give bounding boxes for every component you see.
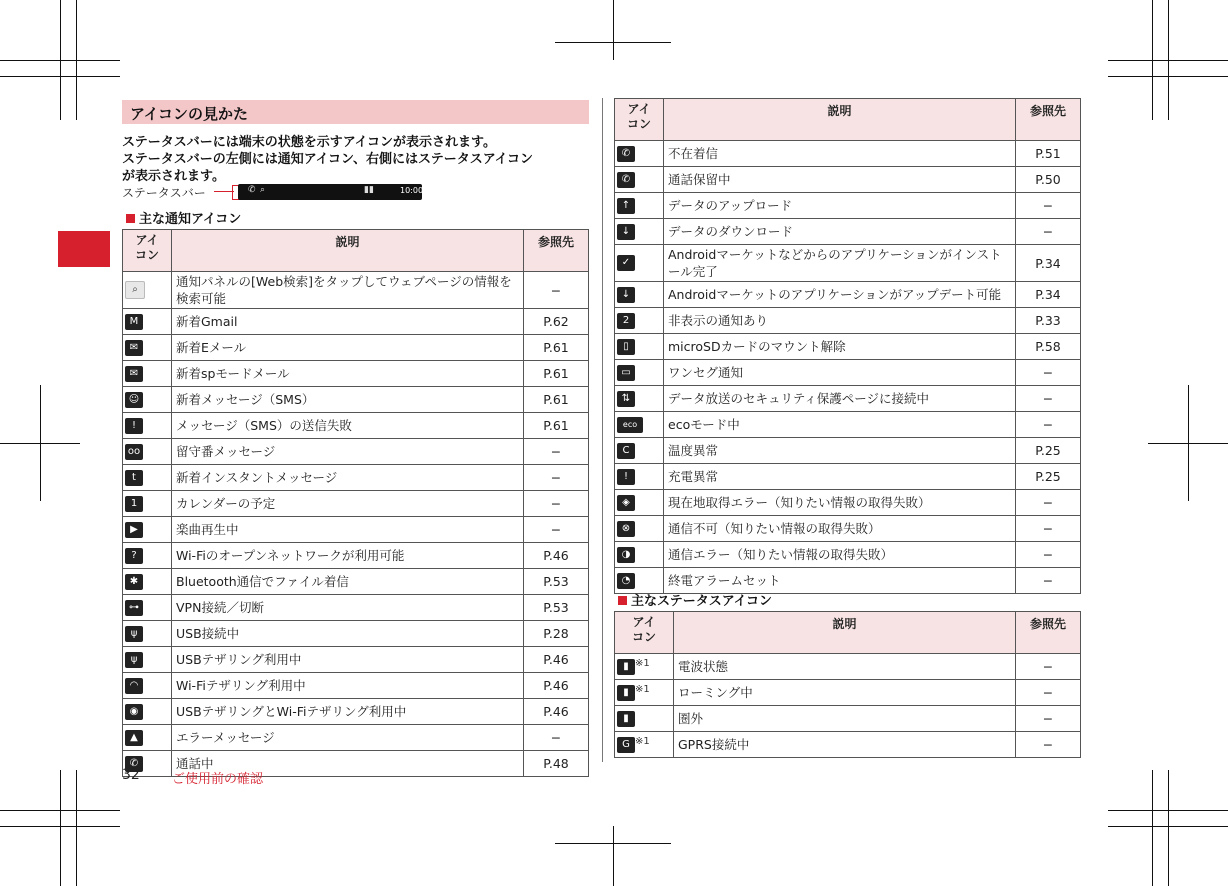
desc-cell: 通話中 [172, 751, 524, 777]
gmail-icon: M [125, 314, 143, 330]
ref-cell: − [1016, 542, 1081, 568]
table-row [615, 412, 1081, 438]
footer-title: ご使用前の確認 [172, 772, 264, 787]
header-ref: 参照先 [524, 230, 589, 272]
icon-cell [615, 219, 664, 245]
header-icon: アイ コン [615, 612, 674, 654]
footnote-mark: ※1 [635, 736, 650, 748]
icon-cell [123, 621, 172, 647]
desc-cell: 通話保留中 [664, 167, 1016, 193]
ref-cell: P.46 [524, 647, 589, 673]
icon-cell [615, 464, 664, 490]
hidden-notify-icon: 2 [617, 313, 635, 329]
icon-cell [123, 543, 172, 569]
desc-cell: 通信エラー（知りたい情報の取得失敗） [664, 542, 1016, 568]
table-row [123, 465, 589, 491]
table-row [123, 387, 589, 413]
desc-cell: USB接続中 [172, 621, 524, 647]
icon-cell [615, 360, 664, 386]
search-icon: ⌕ [260, 185, 266, 195]
update-icon: ↓ [617, 287, 635, 303]
table-row [615, 438, 1081, 464]
ref-cell: P.61 [524, 387, 589, 413]
icon-cell [123, 699, 172, 725]
icon-cell [615, 412, 664, 438]
ref-cell: − [524, 439, 589, 465]
intro-line-2: ステータスバーの左側には通知アイコン、右側にはステータスアイコン [122, 152, 534, 167]
table-row [123, 595, 589, 621]
ref-cell: − [1016, 732, 1081, 758]
intro-line-3: が表示されます。 [122, 169, 225, 184]
desc-cell: 圏外 [674, 706, 1016, 732]
header-ref: 参照先 [1016, 612, 1081, 654]
desc-cell: 楽曲再生中 [172, 517, 524, 543]
section-title-bar [122, 100, 589, 124]
statusbar-pointer [214, 191, 234, 192]
header-icon: アイ コン [615, 99, 664, 141]
icon-cell [123, 595, 172, 621]
table-row [615, 245, 1081, 282]
voicemail-icon: oo [125, 444, 143, 460]
desc-cell: Wi-Fiのオープンネットワークが利用可能 [172, 543, 524, 569]
ref-cell: − [1016, 680, 1081, 706]
oneseg-icon: ▭ [617, 365, 635, 381]
table-row [615, 308, 1081, 334]
table-row [615, 542, 1081, 568]
ref-cell: − [1016, 706, 1081, 732]
desc-cell: ローミング中 [674, 680, 1016, 706]
usb-tether-icon: ψ [125, 652, 143, 668]
footnote-mark: ※1 [635, 658, 650, 670]
ref-cell: − [524, 517, 589, 543]
status-heading: 主なステータスアイコン [618, 590, 772, 609]
ref-cell: P.61 [524, 361, 589, 387]
ref-cell: P.28 [524, 621, 589, 647]
desc-cell: USBテザリング利用中 [172, 647, 524, 673]
table-row [123, 272, 589, 309]
column-divider [602, 98, 603, 762]
location-error-icon: ◈ [617, 495, 635, 511]
header-icon: アイ コン [123, 230, 172, 272]
header-desc: 説明 [664, 99, 1016, 141]
call-hold-icon: ✆ [617, 172, 635, 188]
install-complete-icon: ✓ [617, 255, 635, 271]
search-icon: ⌕ [125, 281, 145, 299]
table-row [123, 309, 589, 335]
table-row [615, 282, 1081, 308]
table-row [123, 725, 589, 751]
icon-cell [615, 516, 664, 542]
charge-error-icon: ! [617, 469, 635, 485]
desc-cell: 新着Gmail [172, 309, 524, 335]
ref-cell: P.46 [524, 699, 589, 725]
desc-cell: microSDカードのマウント解除 [664, 334, 1016, 360]
header-desc: 説明 [172, 230, 524, 272]
signal-icon: ▮▮ [364, 185, 374, 195]
desc-cell: 新着Eメール [172, 335, 524, 361]
icon-cell [615, 732, 674, 758]
wifi-tether-icon: ◠ [125, 678, 143, 694]
upload-icon: ↑ [617, 198, 635, 214]
bluetooth-icon: ✱ [125, 574, 143, 590]
ref-cell: − [524, 272, 589, 309]
desc-cell: 充電異常 [664, 464, 1016, 490]
ref-cell: P.58 [1016, 334, 1081, 360]
table-row [123, 543, 589, 569]
desc-cell: データのダウンロード [664, 219, 1016, 245]
ref-cell: − [1016, 568, 1081, 594]
table-row [615, 386, 1081, 412]
desc-cell: 通信不可（知りたい情報の取得失敗） [664, 516, 1016, 542]
usb-icon: ψ [125, 626, 143, 642]
desc-cell: 電波状態 [674, 654, 1016, 680]
icon-cell [123, 272, 172, 309]
footnote-mark: ※1 [635, 684, 650, 696]
icon-cell [123, 647, 172, 673]
table-row [615, 516, 1081, 542]
header-ref: 参照先 [1016, 99, 1081, 141]
ref-cell: − [1016, 654, 1081, 680]
desc-cell: 温度異常 [664, 438, 1016, 464]
icon-cell [615, 438, 664, 464]
eco-icon: eco [617, 417, 643, 433]
icon-cell [615, 654, 674, 680]
icon-cell [123, 309, 172, 335]
ref-cell: P.61 [524, 335, 589, 361]
comm-unavailable-icon: ⊗ [617, 521, 635, 537]
secure-broadcast-icon: ⇅ [617, 391, 635, 407]
table-row [615, 360, 1081, 386]
chapter-tab [58, 231, 110, 267]
table-row [123, 413, 589, 439]
desc-cell: VPN接続／切断 [172, 595, 524, 621]
icon-cell [615, 334, 664, 360]
play-icon: ▶ [125, 522, 143, 538]
signal-icon: ▮ [617, 659, 635, 675]
desc-cell: GPRS接続中 [674, 732, 1016, 758]
ref-cell: − [1016, 516, 1081, 542]
call-icon: ✆ [248, 185, 256, 195]
ref-cell: P.34 [1016, 282, 1081, 308]
notify-heading: 主な通知アイコン [126, 208, 241, 227]
desc-cell: USBテザリングとWi-Fiテザリング利用中 [172, 699, 524, 725]
desc-cell: 通知パネルの[Web検索]をタップしてウェブページの情報を検索可能 [172, 272, 524, 309]
icon-cell [615, 706, 674, 732]
sd-unmount-icon: ▯ [617, 339, 635, 355]
status-icon-table [614, 611, 1081, 758]
gprs-icon: G [617, 737, 635, 753]
desc-cell: ecoモード中 [664, 412, 1016, 438]
icon-cell [123, 465, 172, 491]
icon-cell [123, 491, 172, 517]
desc-cell: 留守番メッセージ [172, 439, 524, 465]
desc-cell: 新着spモードメール [172, 361, 524, 387]
table-row [615, 219, 1081, 245]
desc-cell: Androidマーケットのアプリケーションがアップデート可能 [664, 282, 1016, 308]
ref-cell: P.51 [1016, 141, 1081, 167]
icon-cell [615, 193, 664, 219]
comm-error-icon: ◑ [617, 547, 635, 563]
table-row [123, 673, 589, 699]
desc-cell: 現在地取得エラー（知りたい情報の取得失敗） [664, 490, 1016, 516]
desc-cell: 不在着信 [664, 141, 1016, 167]
ref-cell: P.46 [524, 543, 589, 569]
icon-cell [615, 308, 664, 334]
icon-cell [615, 141, 664, 167]
no-service-icon: ▮ [617, 711, 635, 727]
icon-cell [615, 167, 664, 193]
desc-cell: Bluetooth通信でファイル着信 [172, 569, 524, 595]
table-row [615, 654, 1081, 680]
table-row [615, 490, 1081, 516]
sms-icon: ☺ [125, 392, 143, 408]
desc-cell: エラーメッセージ [172, 725, 524, 751]
icon-cell [615, 490, 664, 516]
warning-icon: ▲ [125, 730, 143, 746]
desc-cell: 非表示の通知あり [664, 308, 1016, 334]
table-row [123, 621, 589, 647]
icon-cell [123, 569, 172, 595]
icon-cell [123, 335, 172, 361]
table-row [615, 732, 1081, 758]
ref-cell: − [1016, 490, 1081, 516]
desc-cell: Androidマーケットなどからのアプリケーションがインストール完了 [664, 245, 1016, 282]
notify-icon-table-continued [614, 98, 1081, 594]
table-row [615, 193, 1081, 219]
ref-cell: − [1016, 386, 1081, 412]
download-icon: ↓ [617, 224, 635, 240]
statusbar-sample [238, 184, 422, 200]
ref-cell: P.25 [1016, 464, 1081, 490]
temp-icon: C [617, 443, 635, 459]
email-icon: ✉ [125, 340, 143, 356]
ref-cell: − [1016, 193, 1081, 219]
table-row [615, 706, 1081, 732]
desc-cell: データ放送のセキュリティ保護ページに接続中 [664, 386, 1016, 412]
icon-cell [123, 387, 172, 413]
ref-cell: − [524, 491, 589, 517]
table-row [615, 680, 1081, 706]
table-row [123, 491, 589, 517]
header-desc: 説明 [674, 612, 1016, 654]
table-row [123, 361, 589, 387]
intro-line-1: ステータスバーには端末の状態を示すアイコンが表示されます。 [122, 135, 497, 150]
ref-cell: P.50 [1016, 167, 1081, 193]
ref-cell: P.48 [524, 751, 589, 777]
icon-cell [123, 517, 172, 543]
desc-cell: メッセージ（SMS）の送信失敗 [172, 413, 524, 439]
ref-cell: P.61 [524, 413, 589, 439]
page-number: 32 [122, 767, 140, 783]
calendar-icon: 1 [125, 496, 143, 512]
vpn-icon: ⊶ [125, 600, 143, 616]
ref-cell: P.62 [524, 309, 589, 335]
desc-cell: ワンセグ通知 [664, 360, 1016, 386]
table-row [123, 335, 589, 361]
statusbar-time: 10:00 [400, 186, 424, 195]
call-icon: ✆ [125, 756, 143, 772]
table-row [615, 141, 1081, 167]
ref-cell: − [524, 725, 589, 751]
table-row [123, 517, 589, 543]
dual-tether-icon: ◉ [125, 704, 143, 720]
section-title: アイコンの見かた [130, 105, 249, 123]
icon-cell [615, 245, 664, 282]
ref-cell: − [524, 465, 589, 491]
ref-cell: P.53 [524, 595, 589, 621]
spmail-icon: ✉ [125, 366, 143, 382]
ref-cell: − [1016, 360, 1081, 386]
table-row [123, 439, 589, 465]
icon-cell [615, 542, 664, 568]
icon-cell [615, 680, 674, 706]
table-row [123, 699, 589, 725]
notify-icon-table [122, 229, 589, 777]
icon-cell [123, 361, 172, 387]
ref-cell: P.46 [524, 673, 589, 699]
desc-cell: 終電アラームセット [664, 568, 1016, 594]
ref-cell: P.33 [1016, 308, 1081, 334]
wifi-open-icon: ? [125, 548, 143, 564]
roaming-icon: ▮ [617, 685, 635, 701]
missed-call-icon: ✆ [617, 146, 635, 162]
desc-cell: 新着インスタントメッセージ [172, 465, 524, 491]
table-row [123, 569, 589, 595]
icon-cell [123, 439, 172, 465]
table-row [615, 464, 1081, 490]
sms-failed-icon: ! [125, 418, 143, 434]
icon-cell [615, 282, 664, 308]
desc-cell: Wi-Fiテザリング利用中 [172, 673, 524, 699]
desc-cell: 新着メッセージ（SMS） [172, 387, 524, 413]
ref-cell: − [1016, 412, 1081, 438]
statusbar-label: ステータスバー [122, 186, 206, 200]
icon-cell [123, 725, 172, 751]
icon-cell [123, 413, 172, 439]
talk-icon: t [125, 470, 143, 486]
last-train-alarm-icon: ◔ [617, 573, 635, 589]
icon-cell [615, 386, 664, 412]
ref-cell: − [1016, 219, 1081, 245]
table-row [615, 334, 1081, 360]
table-row [615, 167, 1081, 193]
desc-cell: カレンダーの予定 [172, 491, 524, 517]
icon-cell [123, 673, 172, 699]
ref-cell: P.53 [524, 569, 589, 595]
table-row [123, 647, 589, 673]
ref-cell: P.25 [1016, 438, 1081, 464]
ref-cell: P.34 [1016, 245, 1081, 282]
desc-cell: データのアップロード [664, 193, 1016, 219]
